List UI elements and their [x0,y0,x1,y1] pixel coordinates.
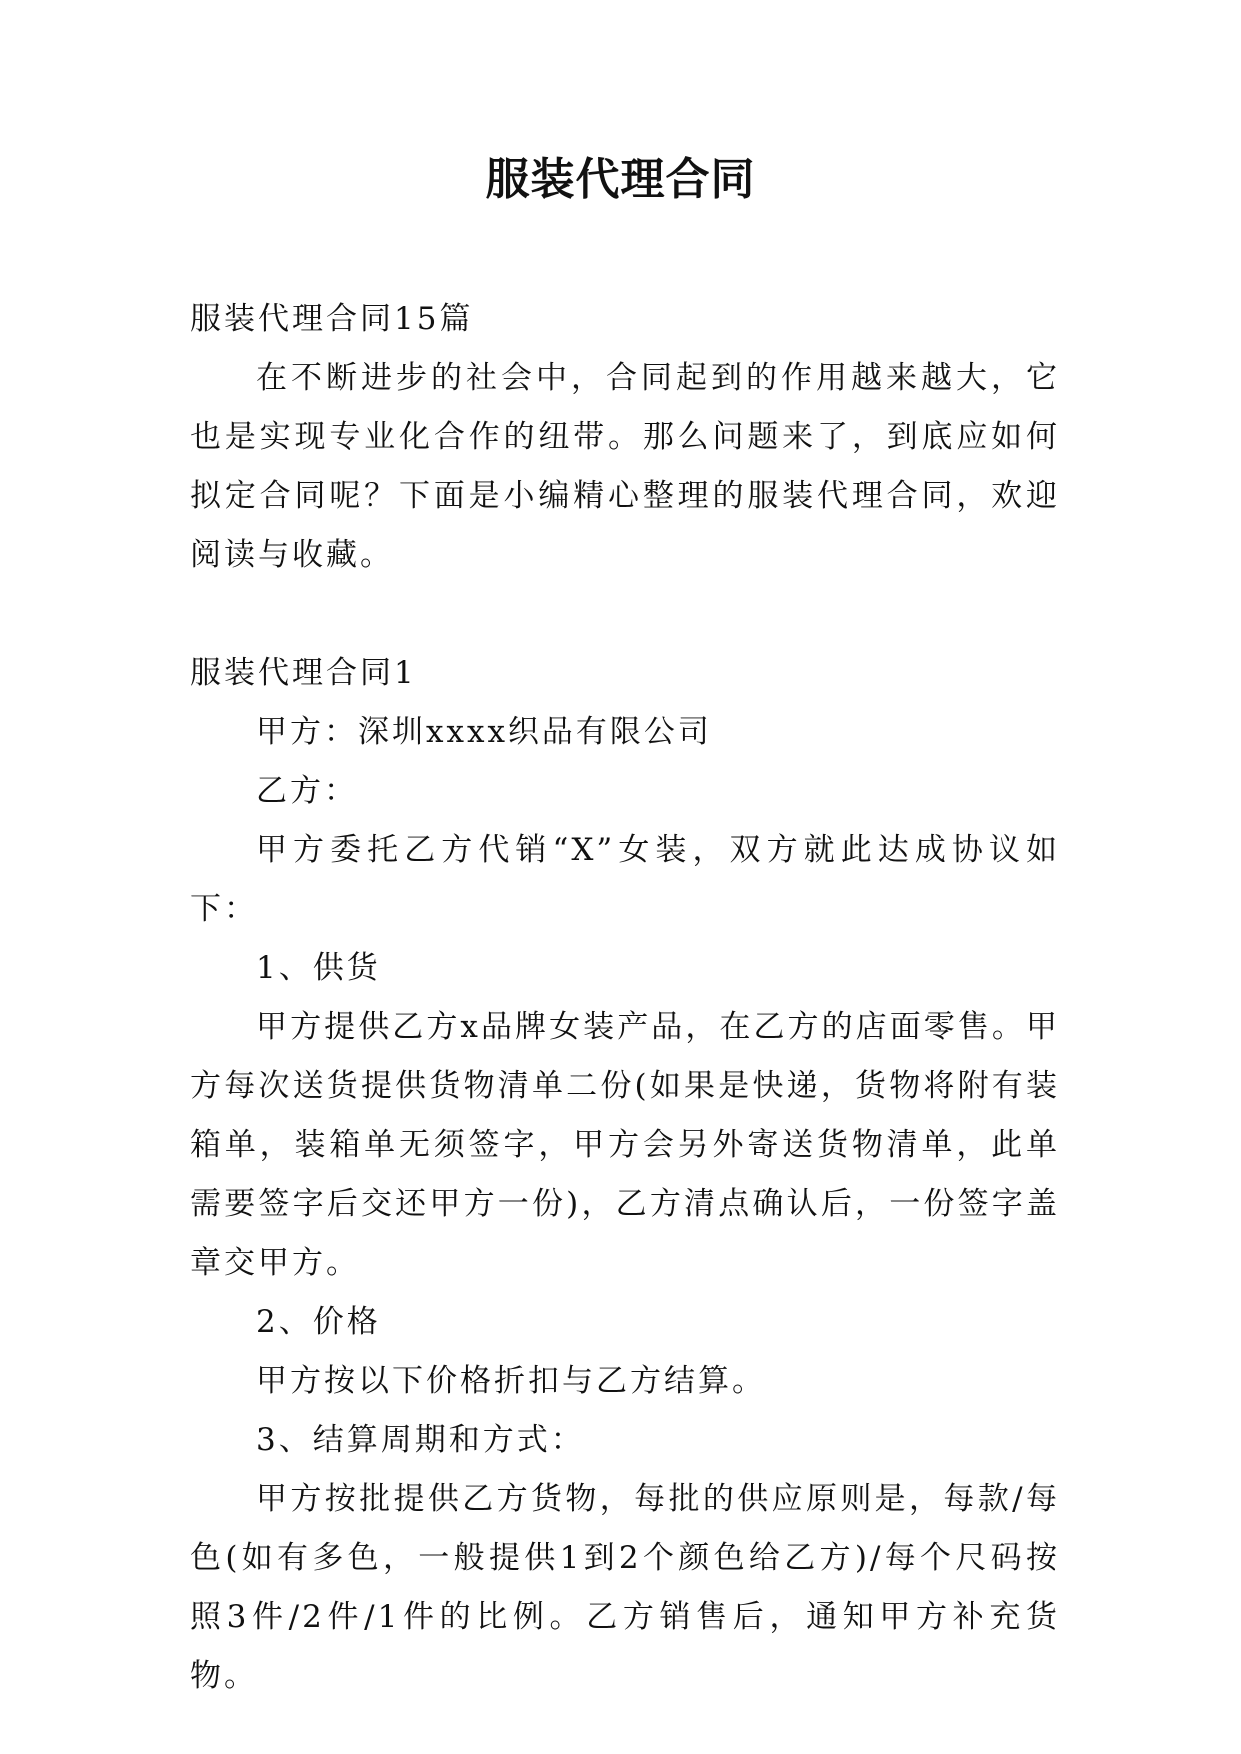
clause-text: 甲方按以下价格折扣与乙方结算。 [256,1363,766,1399]
section-title: 服装代理合同1 [190,655,417,691]
clause-heading: 3、结算周期和方式： [256,1422,585,1458]
party-b-line: 乙方： [256,773,358,809]
intro-paragraph: 在不断进步的社会中，合同起到的作用越来越大，它也是实现专业化合作的纽带。那么问题来了，到底应如何拟定合同呢？下面是小编精心整理的服装代理合同，欢迎阅读与收藏。 [190,360,1060,573]
clause-text: 甲方提供乙方x品牌女装产品，在乙方的店面零售。甲方每次送货提供货物清单二份(如果是快递，货物将附有装箱单，装箱单无须签字，甲方会另外寄送货物清单，此单需要签字后交还甲方一份)，乙方清点确认后，一份签字盖章交甲方。 [190,1009,1060,1281]
clause-heading: 1、供货 [256,950,381,986]
clause-text: 甲方按批提供乙方货物，每批的供应原则是，每款/每色(如有多色，一般提供1到2个颜色给乙方)/每个尺码按照3件/2件/1件的比例。乙方销售后，通知甲方补充货物。 [190,1481,1060,1694]
document-subtitle: 服装代理合同15篇 [190,301,474,337]
agreement-intro: 甲方委托乙方代销“X”女装，双方就此达成协议如下： [190,832,1060,927]
document-body [190,290,1060,1706]
document-title: 服装代理合同 [485,154,756,205]
clause-heading: 2、价格 [256,1304,381,1340]
party-a-line: 甲方：深圳xxxx织品有限公司 [256,714,712,750]
